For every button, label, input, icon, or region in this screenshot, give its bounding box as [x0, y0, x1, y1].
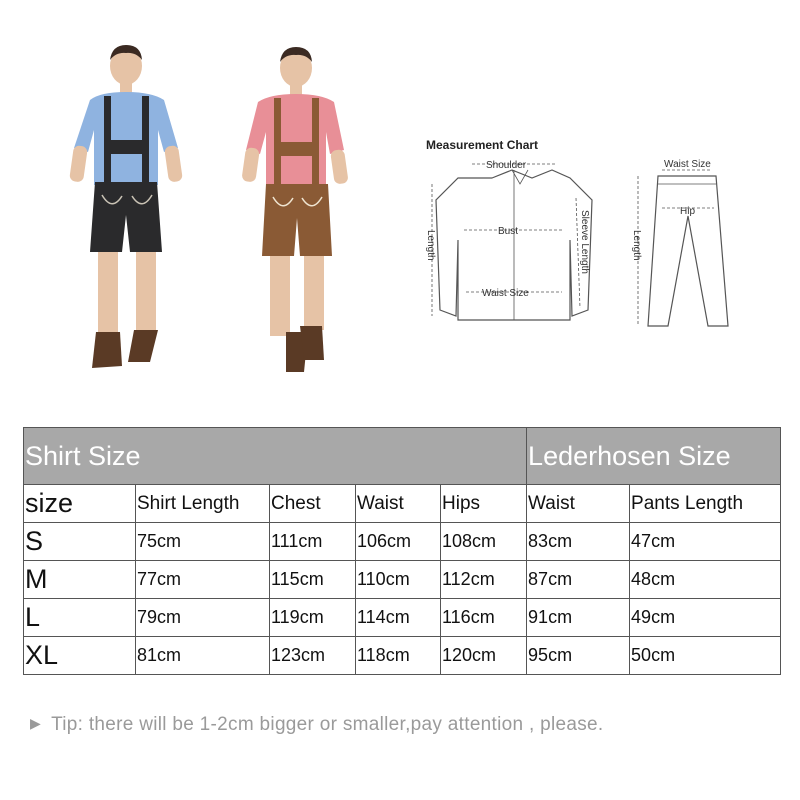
label-shoulder: Shoulder [486, 160, 527, 171]
cell-size: M [24, 561, 136, 599]
measurement-diagram-svg [400, 120, 800, 360]
cell-pants-waist: 95cm [527, 637, 630, 675]
cell-pants-waist: 91cm [527, 599, 630, 637]
lederhosen-size-header: Lederhosen Size [527, 428, 781, 485]
cell-hips: 120cm [441, 637, 527, 675]
table-row [24, 637, 781, 675]
cell-waist: 110cm [356, 561, 441, 599]
col-shirt-length: Shirt Length [136, 485, 270, 523]
cell-size: S [24, 523, 136, 561]
table-row [24, 561, 781, 599]
cell-waist: 114cm [356, 599, 441, 637]
table-group-header [24, 428, 781, 485]
table-column-header [24, 485, 781, 523]
cell-size: L [24, 599, 136, 637]
model-brown-lederhosen [241, 47, 348, 372]
cell-hips: 112cm [441, 561, 527, 599]
measurement-chart [400, 120, 800, 360]
cell-pants-waist: 87cm [527, 561, 630, 599]
table-row [24, 523, 781, 561]
label-sleeve-length: Sleeve Length [579, 210, 590, 274]
product-models [0, 0, 400, 400]
col-pants-length: Pants Length [630, 485, 781, 523]
col-size: size [24, 485, 136, 523]
cell-pants-waist: 83cm [527, 523, 630, 561]
col-pants-waist: Waist [527, 485, 630, 523]
cell-shirt-length: 81cm [136, 637, 270, 675]
cell-pants-length: 50cm [630, 637, 781, 675]
cell-hips: 116cm [441, 599, 527, 637]
pants-outline [648, 176, 728, 326]
label-pants-length: Length [631, 230, 642, 261]
cell-pants-length: 49cm [630, 599, 781, 637]
col-chest: Chest [270, 485, 356, 523]
cell-waist: 118cm [356, 637, 441, 675]
cell-waist: 106cm [356, 523, 441, 561]
col-waist: Waist [356, 485, 441, 523]
cell-shirt-length: 77cm [136, 561, 270, 599]
cell-hips: 108cm [441, 523, 527, 561]
play-arrow-icon: ▶ [30, 715, 42, 731]
cell-pants-length: 48cm [630, 561, 781, 599]
cell-chest: 115cm [270, 561, 356, 599]
cell-chest: 123cm [270, 637, 356, 675]
label-hip: Hip [680, 206, 696, 217]
size-table [23, 427, 781, 675]
model-black-lederhosen [69, 45, 183, 368]
label-shirt-waist-size: Waist Size [482, 288, 529, 299]
measurement-chart-title: Measurement Chart [426, 138, 539, 152]
cell-size: XL [24, 637, 136, 675]
cell-chest: 111cm [270, 523, 356, 561]
col-hips: Hips [441, 485, 527, 523]
cell-shirt-length: 79cm [136, 599, 270, 637]
model-figures [0, 0, 400, 400]
tip-note [30, 714, 604, 736]
label-bust: Bust [498, 226, 519, 237]
tip-text: Tip: there will be 1-2cm bigger or smaller,pay attention , please. [51, 714, 604, 735]
label-shirt-length: Length [425, 230, 436, 261]
cell-pants-length: 47cm [630, 523, 781, 561]
table-row [24, 599, 781, 637]
cell-chest: 119cm [270, 599, 356, 637]
label-pants-waist-size: Waist Size [664, 159, 711, 170]
shirt-size-header: Shirt Size [24, 428, 527, 485]
cell-shirt-length: 75cm [136, 523, 270, 561]
